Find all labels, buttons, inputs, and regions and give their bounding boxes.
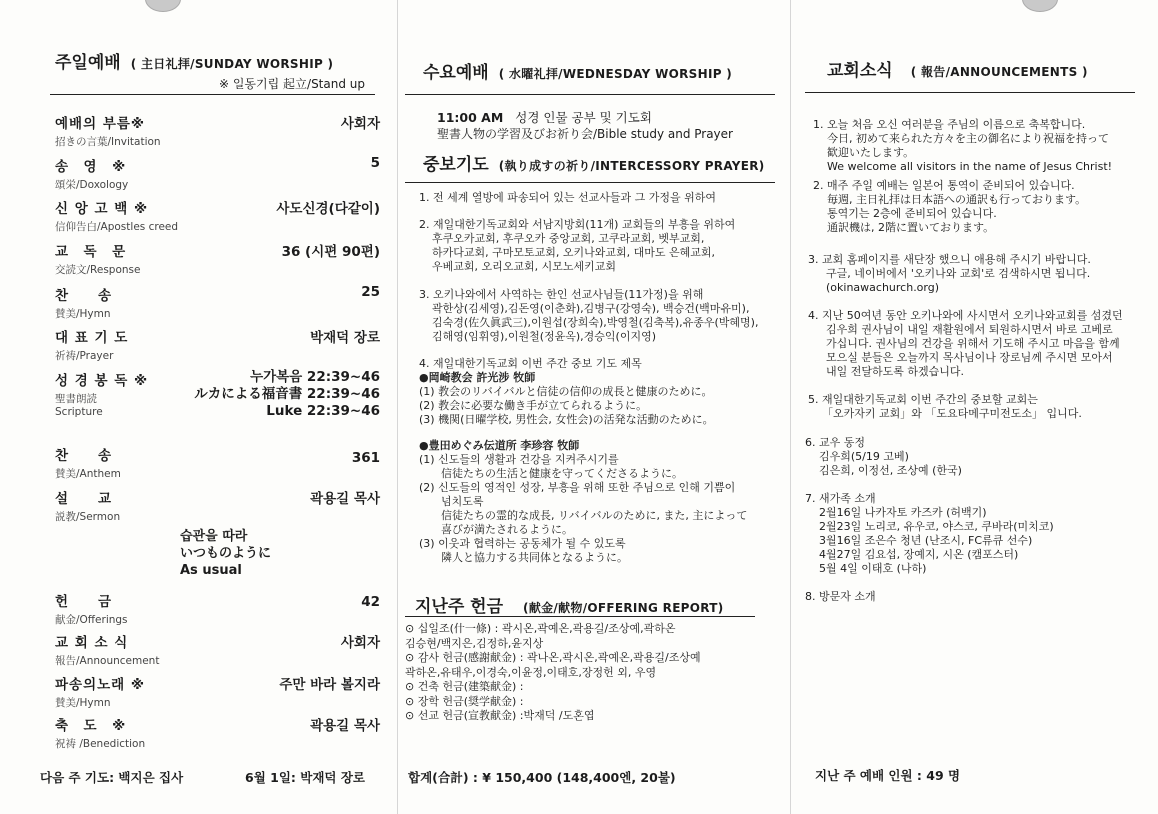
- prayer-line: 후쿠오카교회, 후쿠오카 중앙교회, 고쿠라교회, 벳부교회,: [432, 232, 705, 245]
- announcement-5: [808, 393, 1082, 421]
- order-item: [55, 284, 380, 321]
- announcement-line: 2월16일 나카자토 카즈카 (허백기): [819, 506, 987, 519]
- prayer-line: 김숙경(佐久眞武三),이원섭(장희숙),박영철(김축복),유종우(박혜명),: [432, 316, 759, 329]
- prayer-line: (2) 신도들의 영적인 성장, 부흥을 위해 또한 주님으로 인해 기쁨이: [419, 481, 736, 494]
- prayer-line: 隣人と協力する共同体となるように。: [441, 551, 628, 564]
- announcement-1: [813, 118, 1112, 174]
- item-label: 설 교: [55, 491, 113, 507]
- item-value: 사도신경(다같이): [276, 201, 380, 217]
- item-label: 예배의 부름※: [55, 116, 146, 132]
- offering-line: ⊙ 십일조(什一條) : 곽시온,곽예온,곽용길/조상예,곽하온: [405, 622, 676, 635]
- item-label: 파송의노래 ※: [55, 677, 146, 693]
- item-label: 찬 송: [55, 288, 113, 304]
- item-label: 헌 금: [55, 594, 113, 610]
- announcement-line: 4월27일 김요섭, 장예지, 시온 (캠포스터): [819, 548, 1019, 561]
- announcement-line: 今日, 初めて来られた方々を主の御名により祝福を持って: [827, 132, 1109, 145]
- item-label: 교 회 소 식: [55, 635, 129, 651]
- announcement-line: 모으실 분들은 오늘까지 목사님이나 장로님께 주시면 모아서: [826, 351, 1113, 364]
- item-sublabel-2: Scripture: [55, 406, 103, 418]
- wednesday-desc: 성경 인물 공부 및 기도회: [515, 110, 652, 125]
- announcement-line: 2. 매주 주일 예배는 일본어 통역이 준비되어 있습니다.: [813, 179, 1075, 192]
- item-sublabel: 招きの言葉/Invitation: [55, 136, 161, 148]
- announcement-line: 5월 4일 이태호 (나하): [819, 562, 927, 575]
- announcements-title-sub: ( 報告/ANNOUNCEMENTS ): [910, 65, 1088, 79]
- offering-total: 합계(合計) : ¥ 150,400 (148,400엔, 20불): [408, 770, 676, 785]
- wednesday-line2: 聖書人物の学習及びお祈り会/Bible study and Prayer: [437, 127, 733, 141]
- item-value: 사회자: [340, 635, 380, 651]
- announcement-line: 5. 재일대한기독교회 이번 주간의 중보할 교회는: [808, 393, 1038, 406]
- order-item: [55, 326, 380, 363]
- intercessory-header: [423, 150, 765, 175]
- announcement-line: 내일 전달하도록 하겠습니다.: [826, 365, 965, 378]
- church-okazaki: ●岡崎教会 許光涉 牧師: [419, 371, 536, 384]
- prayer-line: (1) 教会のリバイバルと信徒の信仰の成長と健康のために。: [419, 385, 713, 398]
- order-item: [55, 590, 380, 627]
- as-usual-ko: 습관을 따라: [180, 529, 248, 544]
- item-value: 361: [351, 450, 380, 466]
- item-value: 곽용길 목사: [310, 718, 380, 734]
- announcement-line: 3. 교회 홈페이지를 새단장 했으니 애용해 주시기 바랍니다.: [808, 253, 1091, 266]
- announcements-column: [805, 0, 1140, 814]
- prayer-4: [419, 357, 747, 565]
- item-label: 송 영 ※: [55, 159, 127, 175]
- announcement-line: 毎週, 主日礼拝は日本語への通訳も行っております。: [827, 193, 1087, 206]
- prayer-line: 喜びが満たされるように。: [441, 523, 573, 536]
- standup-note: ※ 일동기립 起立/Stand up: [218, 77, 365, 91]
- scripture-jp: ルカによる福音書 22:39~46: [194, 386, 380, 402]
- item-value: 25: [361, 284, 380, 300]
- item-value: 주만 바라 볼지라: [279, 677, 380, 693]
- wednesday-title: 수요예배: [423, 63, 489, 83]
- announcement-line: 김은희, 이정선, 조상예 (한국): [819, 464, 962, 477]
- prayer-line: 信徒たちの生活と健康を守ってくださるように。: [441, 467, 683, 480]
- prayer-line: 김해영(임휘영),이원철(정윤옥),경승익(이지영): [432, 330, 657, 343]
- prayer-line: 하카다교회, 구마모토교회, 오키나와교회, 대마도 은혜교회,: [432, 246, 715, 259]
- offering-line: ⊙ 감사 헌금(感謝献金) : 곽나온,곽시온,곽예온,곽용길/조상예: [405, 651, 701, 664]
- sunday-title-sub: ( 主日礼拝/SUNDAY WORSHIP ): [130, 57, 334, 71]
- prayer-line: 곽한상(김세영),김돈영(이춘화),김병구(강영숙), 백승건(백마유미),: [432, 302, 750, 315]
- as-usual-note: [180, 528, 271, 579]
- announcements-header: [827, 56, 1088, 81]
- sunday-title: 주일예배: [55, 53, 121, 73]
- fold-line-2: [790, 0, 791, 814]
- item-sublabel: 祈祷/Prayer: [55, 350, 114, 362]
- offering-line: ⊙ 장학 헌금(奨学献金) :: [405, 694, 524, 708]
- scripture-en: Luke 22:39~46: [266, 403, 380, 419]
- intercessory-title: 중보기도: [423, 155, 489, 175]
- announcement-line: 김우희 권사님이 내일 재활원에서 퇴원하시면서 바로 고베로: [826, 323, 1113, 336]
- announcement-line: 2월23일 노리코, 유우코, 야스코, 쿠바라(미치코): [819, 520, 1054, 533]
- item-value: 사회자: [340, 116, 380, 132]
- item-sublabel: 献金/Offerings: [55, 614, 128, 626]
- item-label: 신 앙 고 백 ※: [55, 201, 149, 217]
- order-item: [55, 369, 380, 418]
- prayer-line: 2. 재일대한기독교회와 서남지방회(11개) 교회들의 부흥을 위하여: [419, 218, 736, 231]
- offering-line: ⊙ 선교 헌금(宣教献金) :박재덕 /도혼엽: [405, 709, 595, 722]
- order-item: [55, 487, 380, 524]
- offering-rule: [405, 616, 755, 617]
- as-usual-en: As usual: [180, 563, 242, 578]
- wednesday-column: [405, 0, 775, 814]
- announcement-line: 7. 새가족 소개: [805, 492, 876, 505]
- order-item: [55, 444, 380, 481]
- offering-title: 지난주 헌금: [415, 597, 504, 617]
- item-label: 교 독 문: [55, 244, 127, 260]
- announcement-line: We welcome all visitors in the name of Jesus Christ!: [827, 160, 1113, 173]
- wednesday-title-sub: ( 水曜礼拝/WEDNESDAY WORSHIP ): [498, 67, 733, 81]
- announcement-line: 4. 지난 50여년 동안 오키나와에 사시면서 오키나와교회를 섬겼던: [808, 309, 1123, 322]
- announcement-7: [805, 492, 1054, 576]
- item-value: 42: [361, 594, 380, 610]
- announcement-4: [808, 309, 1123, 379]
- prayer-line: (3) 機関(日曜学校, 男性会, 女性会)の活発な活動のために。: [419, 413, 714, 426]
- announcement-line: 통역기는 2층에 준비되어 있습니다.: [827, 207, 997, 220]
- prayer-line: 3. 오키나와에서 사역하는 한인 선교사님들(11가정)을 위해: [419, 288, 704, 301]
- offering-header: [415, 592, 724, 617]
- item-sublabel: 聖書朗読: [55, 393, 97, 405]
- announcement-3: [808, 253, 1091, 295]
- item-value: [194, 369, 380, 420]
- item-label: 찬 송: [55, 448, 113, 464]
- announcement-6: [805, 436, 962, 478]
- announcement-line: 김우희(5/19 고베): [819, 450, 909, 463]
- offering-line: 김승현/백지은,김정하,윤지상: [405, 636, 544, 650]
- offering-line: 곽하온,유태우,이경숙,이윤정,이태호,장정헌 외, 우영: [405, 665, 657, 679]
- item-sublabel: 賛美/Anthem: [55, 468, 121, 480]
- announcement-line: (okinawachurch.org): [826, 281, 940, 294]
- prayer-line: 넘치도록: [441, 495, 484, 508]
- order-item: [55, 112, 380, 149]
- next-prayer: 다음 주 기도: 백지은 집사: [40, 770, 184, 785]
- item-sublabel: 報告/Announcement: [55, 655, 160, 667]
- item-value: 박재덕 장로: [310, 330, 380, 346]
- order-item: [55, 197, 380, 234]
- intercessory-rule: [405, 182, 775, 183]
- order-item: [55, 714, 380, 751]
- attendance-count: 지난 주 예배 인원 : 49 명: [815, 768, 961, 783]
- item-sublabel: 交読文/Response: [55, 264, 141, 276]
- next-date-prayer: 6월 1일: 박재덕 장로: [245, 770, 365, 785]
- item-sublabel: 説教/Sermon: [55, 511, 121, 523]
- item-sublabel: 信仰告白/Apostles creed: [55, 221, 179, 233]
- announcements-title: 교회소식: [827, 61, 893, 81]
- fold-line-1: [397, 0, 398, 814]
- item-sublabel: 頌栄/Doxology: [55, 179, 129, 191]
- item-sublabel: 賛美/Hymn: [55, 308, 111, 320]
- offering-line: ⊙ 건축 헌금(建築献金) :: [405, 680, 524, 693]
- prayer-3: [419, 288, 758, 344]
- prayer-2: [419, 218, 735, 274]
- intercessory-title-sub: (執り成すの祈り/INTERCESSORY PRAYER): [498, 159, 765, 173]
- wednesday-time: 11:00 AM: [437, 110, 504, 125]
- sunday-header: [55, 48, 333, 73]
- order-item: [55, 673, 380, 710]
- prayer-line: (2) 教会に必要な働き手が立てられるように。: [419, 399, 648, 412]
- item-value: 5: [370, 155, 380, 171]
- announcement-line: 가십니다. 권사님의 건강을 위해서 기도해 주시고 마음을 함께: [826, 337, 1120, 350]
- order-item: [55, 631, 380, 668]
- order-item: [55, 240, 380, 277]
- prayer-line: 信徒たちの霊的な成長, リバイバルのために, また, 主によって: [441, 509, 748, 522]
- wednesday-rule: [405, 94, 775, 95]
- announcement-line: 「오카자키 교회」와 「도요타메구미전도소」 입니다.: [822, 407, 1082, 420]
- item-label: 대 표 기 도: [55, 330, 129, 346]
- order-item: [55, 155, 380, 192]
- announcement-2: [813, 179, 1086, 235]
- announcement-line: 3월16일 조은수 청년 (난조시, FC류큐 선수): [819, 534, 1033, 547]
- announcement-line: 6. 교우 동정: [805, 436, 865, 449]
- as-usual-jp: いつものように: [180, 546, 272, 561]
- scripture-ko: 누가복음 22:39~46: [250, 369, 380, 385]
- item-sublabel: 祝祷 /Benediction: [55, 738, 146, 750]
- sunday-rule: [50, 94, 375, 95]
- announcement-line: 구글, 네이버에서 '오키나와 교회'로 검색하시면 됩니다.: [826, 267, 1091, 280]
- item-label: 성 경 봉 독 ※: [55, 373, 149, 389]
- announcement-line: 歓迎いたします。: [827, 146, 915, 159]
- prayer-1: 1. 전 세계 열방에 파송되어 있는 선교사들과 그 가정을 위하여: [419, 191, 716, 204]
- offering-list: [405, 622, 701, 724]
- item-value: 36 (시편 90편): [281, 244, 380, 260]
- item-label: 축 도 ※: [55, 718, 127, 734]
- wednesday-line1: [437, 108, 652, 126]
- item-sublabel: 賛美/Hymn: [55, 697, 111, 709]
- announcement-line: 1. 오늘 처음 오신 여러분을 주님의 이름으로 축복합니다.: [813, 118, 1086, 131]
- prayer-4-title: 4. 재일대한기독교회 이번 주간 중보 기도 제목: [419, 357, 642, 370]
- church-toyota: ●豊田めぐみ伝道所 李珍容 牧師: [419, 439, 580, 452]
- announcements-rule: [805, 92, 1135, 93]
- prayer-line: (3) 이웃과 협력하는 공동체가 될 수 있도록: [419, 537, 626, 550]
- sunday-worship-column: [40, 0, 380, 814]
- prayer-line: (1) 신도들의 생활과 건강을 지켜주시기를: [419, 453, 619, 466]
- announcement-8: 8. 방문자 소개: [805, 590, 876, 603]
- item-value: 곽용길 목사: [310, 491, 380, 507]
- prayer-line: 우베교회, 오리오교회, 시모노세키교회: [432, 260, 617, 273]
- wednesday-header: [423, 58, 732, 83]
- offering-title-sub: (献金/献物/OFFERING REPORT): [523, 601, 724, 615]
- announcement-line: 通訳機は, 2階に置いております。: [827, 221, 995, 234]
